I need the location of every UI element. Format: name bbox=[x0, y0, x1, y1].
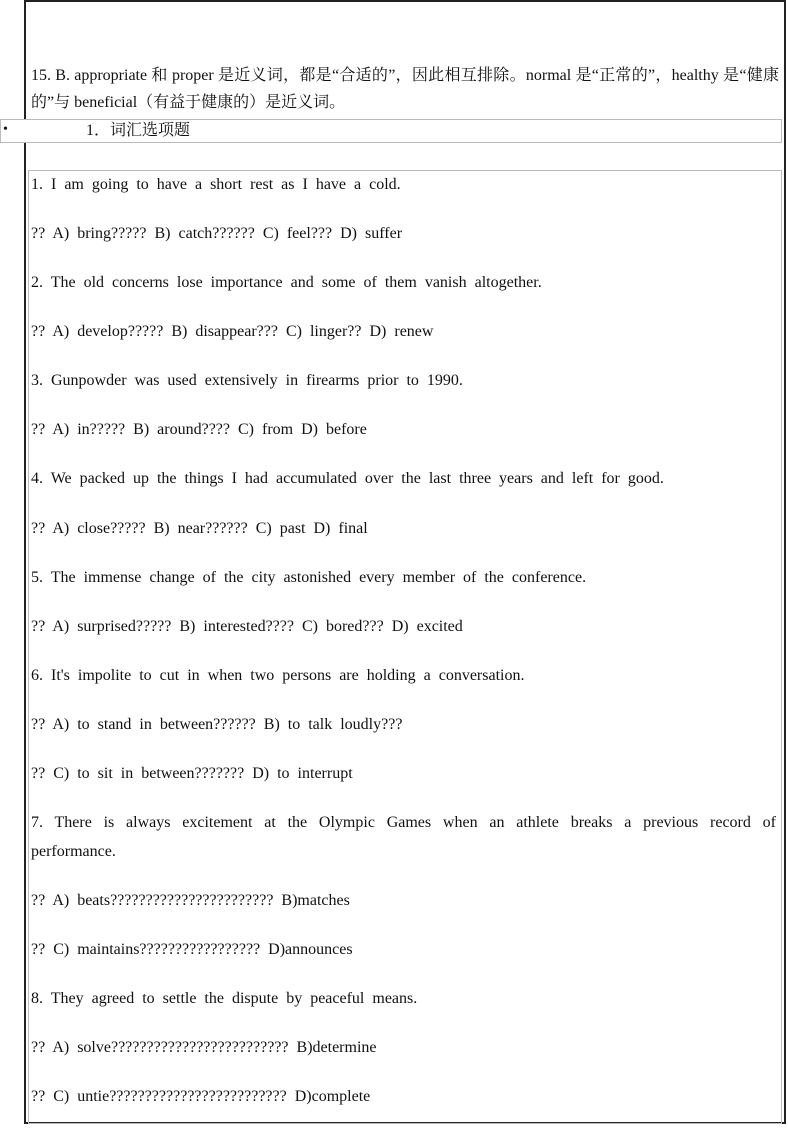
options-line: ?? A) bring????? B) catch?????? C) feel??? D) suffer bbox=[31, 225, 403, 242]
options-line: ?? A) surprised????? B) interested???? C) bored??? D) excited bbox=[31, 618, 463, 635]
question-line: 4. We packed up the things I had accumulated over the last three years and left for good. bbox=[31, 470, 664, 487]
question-line: 3. Gunpowder was used extensively in firearms prior to 1990. bbox=[31, 372, 463, 389]
explanation-paragraph: 15. B. appropriate 和 proper 是近义词，都是“合适的”，因此相互排除。normal 是“正常的”，healthy 是“健康的”与 beneficial（有益于健康的）是近义词。 bbox=[31, 67, 779, 111]
options-line: ?? A) to stand in between?????? B) to talk loudly??? bbox=[31, 716, 403, 733]
question-content-box bbox=[28, 170, 782, 1124]
question-line: 8. They agreed to settle the dispute by peaceful means. bbox=[31, 990, 418, 1007]
options-line: ?? A) beats??????????????????????? B)matches bbox=[31, 892, 350, 909]
options-line: ?? A) close????? B) near?????? C) past D) final bbox=[31, 520, 368, 537]
section-title: 1．词汇选项题 bbox=[86, 122, 191, 139]
options-line: ?? C) maintains????????????????? D)announces bbox=[31, 941, 353, 958]
options-line: ?? A) develop????? B) disappear??? C) linger?? D) renew bbox=[31, 323, 434, 340]
question-line: 5. The immense change of the city astonished every member of the conference. bbox=[31, 569, 587, 586]
options-line: ?? C) to sit in between??????? D) to interrupt bbox=[31, 765, 353, 782]
bullet-icon: • bbox=[3, 122, 8, 137]
question-line: 1. I am going to have a short rest as I have a cold. bbox=[31, 176, 401, 193]
options-line: ?? A) in????? B) around???? C) from D) before bbox=[31, 421, 367, 438]
question-line: 2. The old concerns lose importance and some of them vanish altogether. bbox=[31, 274, 542, 291]
question-line: 7. There is always excitement at the Olympic Games when an athlete breaks a previous record of performance. bbox=[31, 814, 776, 860]
options-line: ?? C) untie????????????????????????? D)complete bbox=[31, 1088, 371, 1105]
options-line: ?? A) solve????????????????????????? B)determine bbox=[31, 1039, 377, 1056]
question-line: 6. It's impolite to cut in when two persons are holding a conversation. bbox=[31, 667, 525, 684]
section-heading-row bbox=[0, 119, 782, 143]
